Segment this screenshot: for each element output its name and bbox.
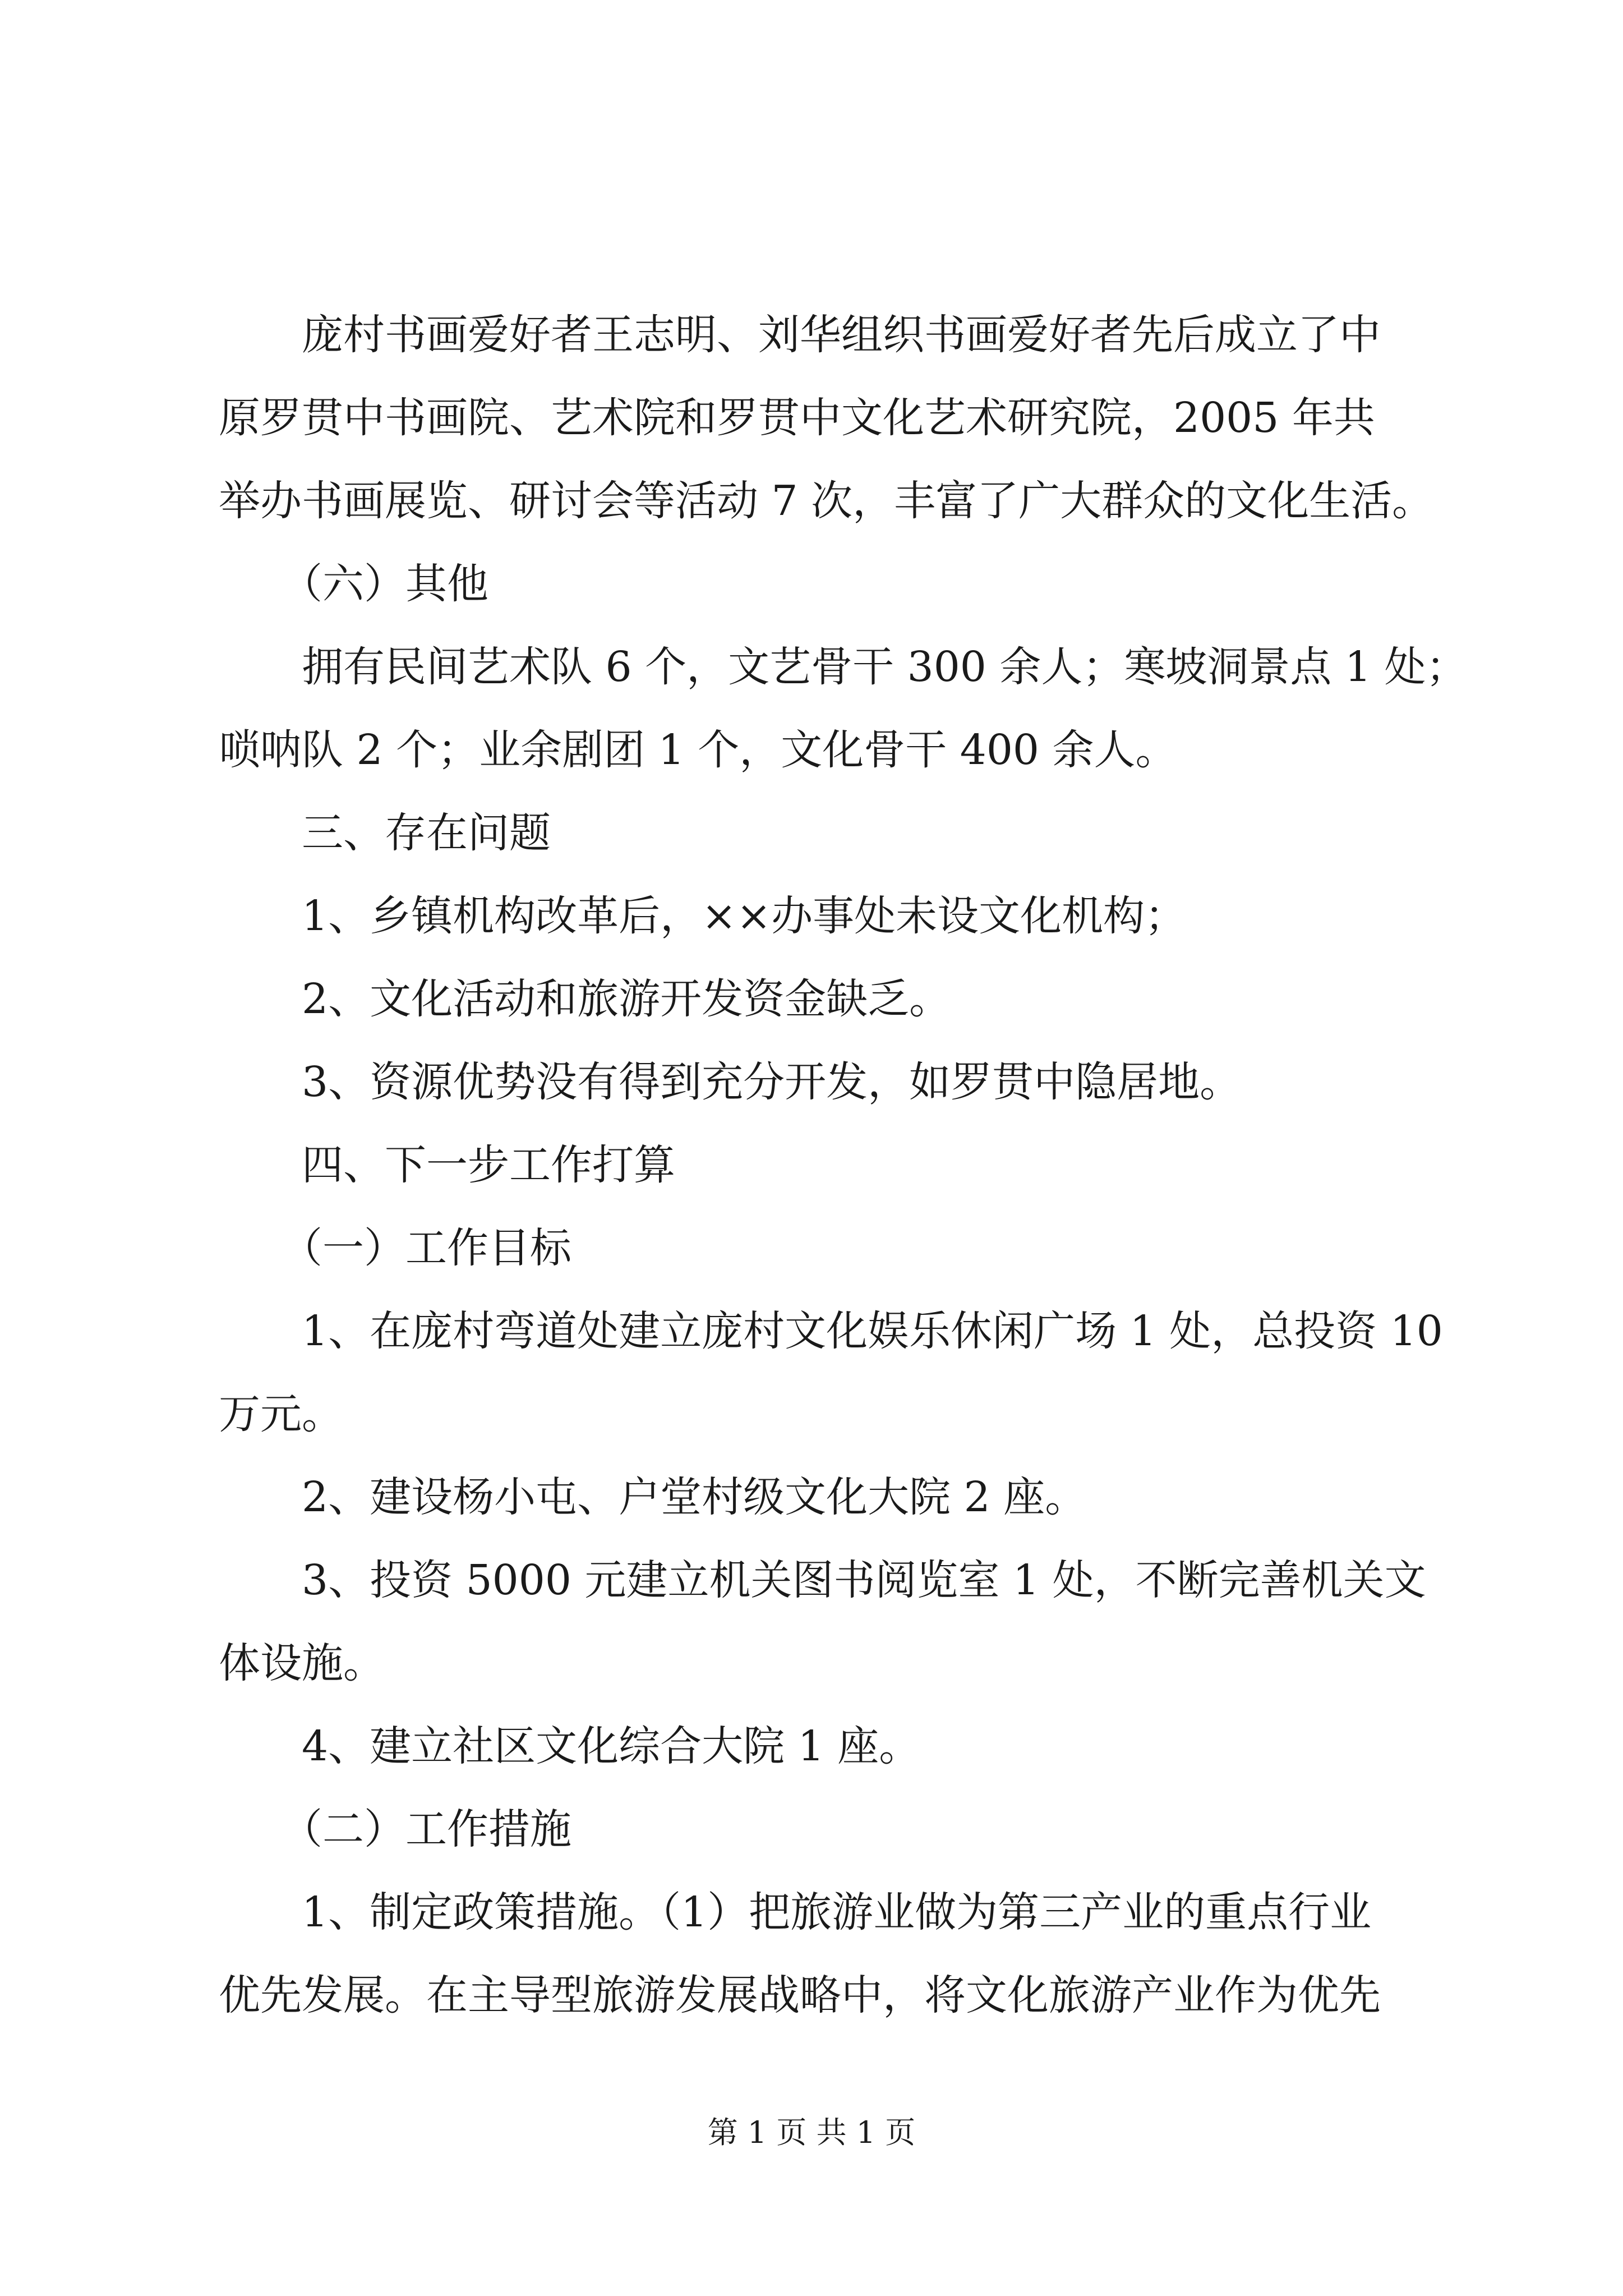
page-footer: 第 1 页 共 1 页 [707, 2115, 916, 2150]
section-heading: （六）其他 [219, 560, 488, 608]
section-heading: 四、下一步工作打算 [219, 1141, 675, 1189]
list-item: 1、制定政策措施。（1）把旅游业做为第三产业的重点行业 [219, 1888, 1372, 1936]
list-item: 2、文化活动和旅游开发资金缺乏。 [219, 975, 951, 1023]
list-item: 2、建设杨小屯、户堂村级文化大院 2 座。 [219, 1473, 1087, 1521]
subsection-heading: （二）工作措施 [219, 1805, 571, 1853]
body-text-line: 庞村书画爱好者王志明、刘华组织书画爱好者先后成立了中 [219, 311, 1381, 359]
list-item: 1、乡镇机构改革后，××办事处未设文化机构； [219, 892, 1187, 940]
subsection-heading: （一）工作目标 [219, 1224, 571, 1272]
section-heading: 三、存在问题 [219, 809, 551, 857]
list-item: 1、在庞村弯道处建立庞村文化娱乐休闲广场 1 处，总投资 10 [219, 1307, 1443, 1355]
body-text-line: 拥有民间艺术队 6 个，文艺骨干 300 余人；寒坡洞景点 1 处； [219, 643, 1468, 691]
body-text-line: 唢呐队 2 个；业余剧团 1 个，文化骨干 400 余人。 [219, 726, 1177, 774]
body-text-line: 原罗贯中书画院、艺术院和罗贯中文化艺术研究院，2005 年共 [219, 394, 1375, 442]
body-text-line: 优先发展。在主导型旅游发展战略中，将文化旅游产业作为优先 [219, 1971, 1381, 2019]
body-text-line: 万元。 [219, 1390, 343, 1438]
list-item: 3、资源优势没有得到充分开发，如罗贯中隐居地。 [219, 1058, 1242, 1106]
list-item: 4、建立社区文化综合大院 1 座。 [219, 1722, 921, 1770]
body-text-line: 体设施。 [219, 1639, 385, 1687]
body-text-line: 举办书画展览、研讨会等活动 7 次，丰富了广大群众的文化生活。 [219, 477, 1434, 525]
list-item: 3、投资 5000 元建立机关图书阅览室 1 处，不断完善机关文 [219, 1556, 1426, 1604]
